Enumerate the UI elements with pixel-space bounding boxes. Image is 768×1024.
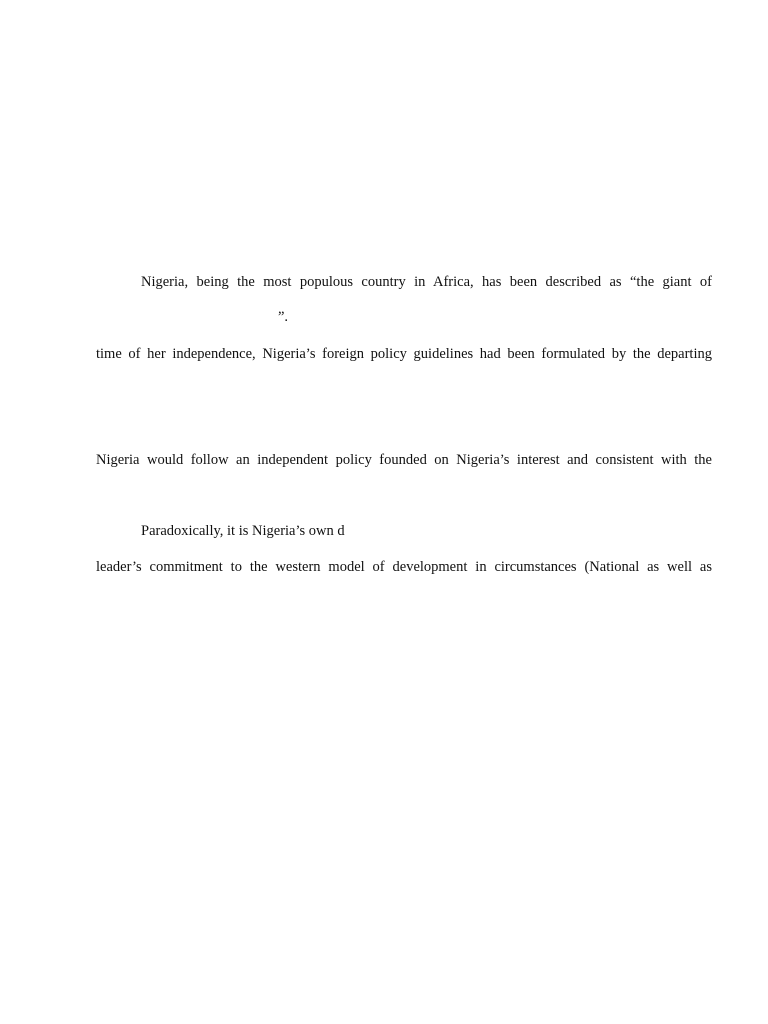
paragraph-line-2: time of her independence, Nigeria’s foreign policy guidelines had been formulated by the departing [96,346,712,362]
paragraph-line-4: Paradoxically, it is Nigeria’s own d [141,523,345,539]
paragraph-line-5: leader’s commitment to the western model of development in circumstances (National as well as [96,559,712,575]
paragraph-line-3: Nigeria would follow an independent policy founded on Nigeria’s interest and consistent with the [96,452,712,468]
paragraph-line-1: Nigeria, being the most populous country in Africa, has been described as “the giant of [141,274,712,290]
closing-quote-fragment: ”. [278,309,289,325]
